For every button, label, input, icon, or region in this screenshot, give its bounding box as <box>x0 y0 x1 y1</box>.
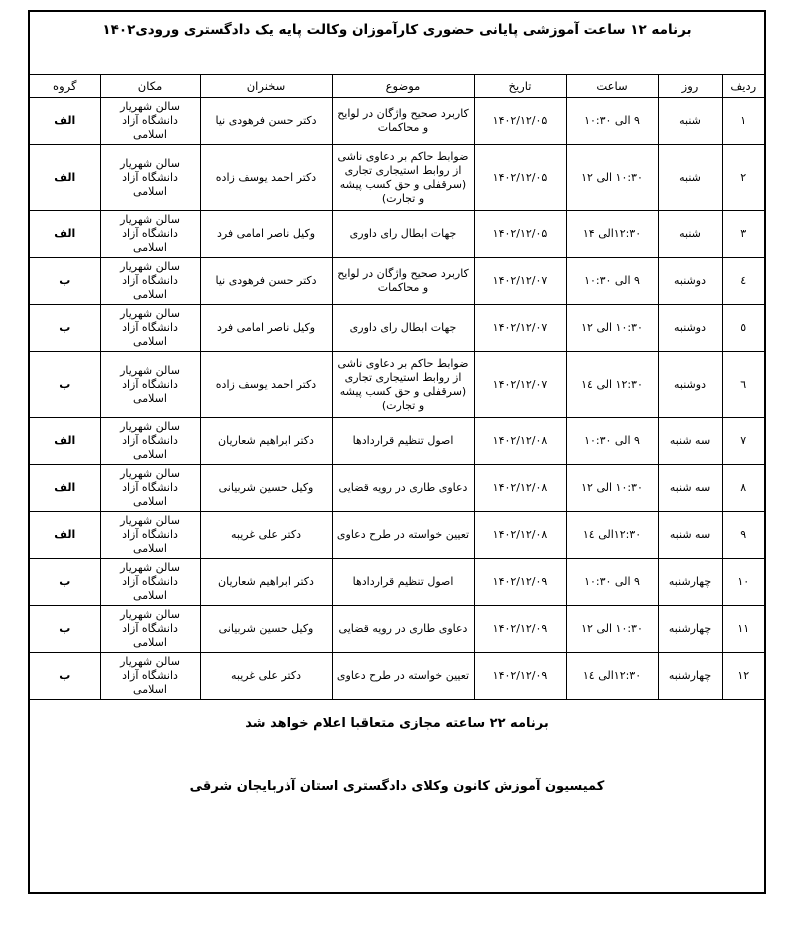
time-cell: ۱۲:۳۰ الی ۱٤ <box>566 352 658 418</box>
place-cell: سالن شهریار دانشگاه آزاد اسلامی <box>100 418 200 465</box>
table-row <box>30 653 764 700</box>
speaker-cell: وکیل حسین شربیانی <box>200 465 332 512</box>
day-cell: دوشنبه <box>658 352 722 418</box>
table-row <box>30 418 764 465</box>
place-cell: سالن شهریار دانشگاه آزاد اسلامی <box>100 352 200 418</box>
header-group: گروه <box>30 75 100 98</box>
group-cell: الف <box>30 465 100 512</box>
group-cell: الف <box>30 512 100 559</box>
table-row <box>30 258 764 305</box>
topic-cell: ضوابط حاکم بر دعاوی ناشی از روابط استیجاری تجاری (سرقفلی و حق کسب پیشه و تجارت) <box>332 352 474 418</box>
table-row <box>30 211 764 258</box>
header-row <box>30 75 764 98</box>
place-cell: سالن شهریار دانشگاه آزاد اسلامی <box>100 465 200 512</box>
speaker-cell: وکیل ناصر امامی فرد <box>200 305 332 352</box>
place-cell: سالن شهریار دانشگاه آزاد اسلامی <box>100 145 200 211</box>
place-cell: سالن شهریار دانشگاه آزاد اسلامی <box>100 606 200 653</box>
time-cell: ۱۰:۳۰ الی ۱۲ <box>566 145 658 211</box>
place-cell: سالن شهریار دانشگاه آزاد اسلامی <box>100 305 200 352</box>
schedule-document <box>28 10 766 894</box>
date-cell: ۱۴۰۲/۱۲/۰۷ <box>474 352 566 418</box>
topic-cell: جهات ابطال رای داوری <box>332 211 474 258</box>
commission-name: کمیسیون آموزش کانون وکلای دادگستری استان آذربایجان شرقی <box>189 779 605 794</box>
virtual-program-notice: برنامه ۲۲ ساعته مجازی متعاقبا اعلام خواهد شد <box>245 716 549 731</box>
day-cell: شنبه <box>658 145 722 211</box>
header-time: ساعت <box>566 75 658 98</box>
group-cell: ب <box>30 653 100 700</box>
time-cell: ۹ الی ۱۰:۳۰ <box>566 418 658 465</box>
time-cell: ۱۰:۳۰ الی ۱۲ <box>566 606 658 653</box>
speaker-cell: دکتر علی غریبه <box>200 512 332 559</box>
footer <box>30 699 764 820</box>
group-cell: الف <box>30 418 100 465</box>
time-cell: ۹ الی ۱۰:۳۰ <box>566 98 658 145</box>
row-number: ٦ <box>722 352 764 418</box>
day-cell: سه شنبه <box>658 418 722 465</box>
time-cell: ۱۰:۳۰ الی ۱۲ <box>566 465 658 512</box>
date-cell: ۱۴۰۲/۱۲/۰۹ <box>474 559 566 606</box>
group-cell: الف <box>30 211 100 258</box>
time-cell: ۹ الی ۱۰:۳۰ <box>566 258 658 305</box>
table-row <box>30 145 764 211</box>
row-number: ۲ <box>722 145 764 211</box>
schedule-table <box>30 75 764 700</box>
speaker-cell: دکتر احمد یوسف زاده <box>200 352 332 418</box>
date-cell: ۱۴۰۲/۱۲/۰۸ <box>474 465 566 512</box>
table-row <box>30 559 764 606</box>
row-number: ۱ <box>722 98 764 145</box>
speaker-cell: دکتر حسن فرهودی نیا <box>200 98 332 145</box>
day-cell: دوشنبه <box>658 305 722 352</box>
speaker-cell: وکیل ناصر امامی فرد <box>200 211 332 258</box>
row-number: ۱۲ <box>722 653 764 700</box>
date-cell: ۱۴۰۲/۱۲/۰۹ <box>474 653 566 700</box>
table-row <box>30 512 764 559</box>
table-row <box>30 465 764 512</box>
time-cell: ۱۰:۳۰ الی ۱۲ <box>566 305 658 352</box>
place-cell: سالن شهریار دانشگاه آزاد اسلامی <box>100 258 200 305</box>
time-cell: ۱۲:۳۰الی ۱۴ <box>566 211 658 258</box>
date-cell: ۱۴۰۲/۱۲/۰۵ <box>474 98 566 145</box>
day-cell: چهارشنبه <box>658 606 722 653</box>
topic-cell: کاربرد صحیح واژگان در لوایح و محاکمات <box>332 258 474 305</box>
day-cell: سه شنبه <box>658 465 722 512</box>
header-day: روز <box>658 75 722 98</box>
time-cell: ۱۲:۳۰الی ۱٤ <box>566 512 658 559</box>
row-number: ۷ <box>722 418 764 465</box>
day-cell: چهارشنبه <box>658 559 722 606</box>
speaker-cell: دکتر احمد یوسف زاده <box>200 145 332 211</box>
topic-cell: ضوابط حاکم بر دعاوی ناشی از روابط استیجاری تجاری (سرقفلی و حق کسب پیشه و تجارت) <box>332 145 474 211</box>
page-title: برنامه ۱۲ ساعت آموزشی پایانی حضوری کارآموزان وکالت پایه یک دادگستری ورودی۱۴۰۲ <box>102 22 692 38</box>
day-cell: شنبه <box>658 211 722 258</box>
speaker-cell: وکیل حسین شربیانی <box>200 606 332 653</box>
topic-cell: اصول تنظیم قراردادها <box>332 418 474 465</box>
date-cell: ۱۴۰۲/۱۲/۰۵ <box>474 211 566 258</box>
group-cell: ب <box>30 352 100 418</box>
topic-cell: تعیین خواسته در طرح دعاوی <box>332 653 474 700</box>
header-place: مکان <box>100 75 200 98</box>
header-speaker: سخنران <box>200 75 332 98</box>
row-number: ۹ <box>722 512 764 559</box>
row-number: ۱۰ <box>722 559 764 606</box>
day-cell: شنبه <box>658 98 722 145</box>
group-cell: الف <box>30 145 100 211</box>
row-number: ۱۱ <box>722 606 764 653</box>
topic-cell: دعاوی طاری در رویه قضایی <box>332 606 474 653</box>
place-cell: سالن شهریار دانشگاه آزاد اسلامی <box>100 653 200 700</box>
table-row <box>30 606 764 653</box>
group-cell: ب <box>30 606 100 653</box>
speaker-cell: دکتر علی غریبه <box>200 653 332 700</box>
date-cell: ۱۴۰۲/۱۲/۰۸ <box>474 418 566 465</box>
date-cell: ۱۴۰۲/۱۲/۰۷ <box>474 258 566 305</box>
topic-cell: جهات ابطال رای داوری <box>332 305 474 352</box>
title-row <box>30 12 764 75</box>
topic-cell: کاربرد صحیح واژگان در لوایح و محاکمات <box>332 98 474 145</box>
time-cell: ۹ الی ۱۰:۳۰ <box>566 559 658 606</box>
table-row <box>30 98 764 145</box>
date-cell: ۱۴۰۲/۱۲/۰۸ <box>474 512 566 559</box>
group-cell: ب <box>30 258 100 305</box>
topic-cell: دعاوی طاری در رویه قضایی <box>332 465 474 512</box>
speaker-cell: دکتر حسن فرهودی نیا <box>200 258 332 305</box>
place-cell: سالن شهریار دانشگاه آزاد اسلامی <box>100 98 200 145</box>
date-cell: ۱۴۰۲/۱۲/۰۷ <box>474 305 566 352</box>
group-cell: الف <box>30 98 100 145</box>
group-cell: ب <box>30 559 100 606</box>
day-cell: دوشنبه <box>658 258 722 305</box>
topic-cell: اصول تنظیم قراردادها <box>332 559 474 606</box>
row-number: ٥ <box>722 305 764 352</box>
date-cell: ۱۴۰۲/۱۲/۰۹ <box>474 606 566 653</box>
table-row <box>30 352 764 418</box>
row-number: ۸ <box>722 465 764 512</box>
header-row-number: ردیف <box>722 75 764 98</box>
day-cell: سه شنبه <box>658 512 722 559</box>
row-number: ٤ <box>722 258 764 305</box>
speaker-cell: دکتر ابراهیم شعاریان <box>200 418 332 465</box>
time-cell: ۱۲:۳۰الی ۱٤ <box>566 653 658 700</box>
header-date: تاریخ <box>474 75 566 98</box>
date-cell: ۱۴۰۲/۱۲/۰۵ <box>474 145 566 211</box>
place-cell: سالن شهریار دانشگاه آزاد اسلامی <box>100 211 200 258</box>
row-number: ۳ <box>722 211 764 258</box>
speaker-cell: دکتر ابراهیم شعاریان <box>200 559 332 606</box>
group-cell: ب <box>30 305 100 352</box>
place-cell: سالن شهریار دانشگاه آزاد اسلامی <box>100 512 200 559</box>
topic-cell: تعیین خواسته در طرح دعاوی <box>332 512 474 559</box>
table-row <box>30 305 764 352</box>
header-topic: موضوع <box>332 75 474 98</box>
day-cell: چهارشنبه <box>658 653 722 700</box>
place-cell: سالن شهریار دانشگاه آزاد اسلامی <box>100 559 200 606</box>
